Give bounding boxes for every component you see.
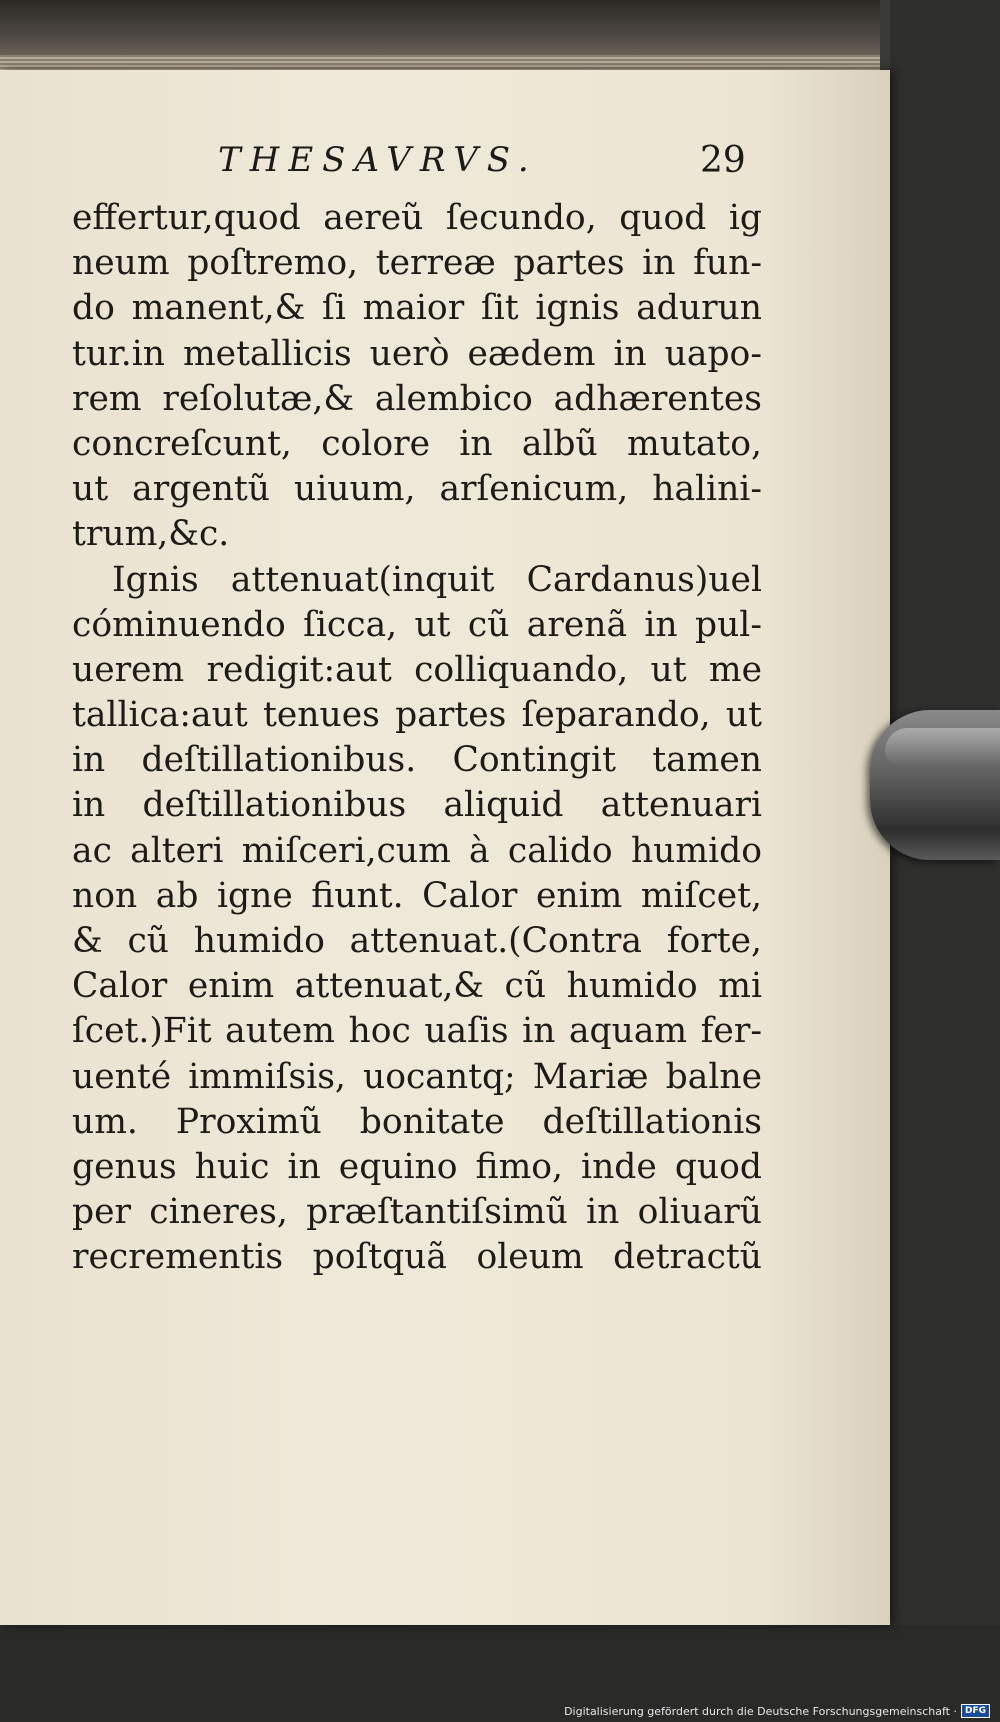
text-line: Calor enim attenuat,& cũ humido mi xyxy=(72,966,762,1007)
text-line: uenté immiſsis, uocantq; Mariæ balne xyxy=(72,1056,762,1097)
text-line: effertur,quod aereũ ſecundo, quod ig xyxy=(72,198,762,238)
running-head xyxy=(0,140,890,186)
text-line: recrementis poſtquã oleum detractũ xyxy=(72,1237,762,1278)
body-text xyxy=(72,196,762,1281)
text-line: um. Proximũ bonitate deſtillationis xyxy=(72,1101,762,1142)
text-line: Ignis attenuat(inquit Cardanus)uel xyxy=(112,559,762,600)
text-line: tur.in metallicis uerò eædem in uapo- xyxy=(72,333,762,374)
text-line: non ab igne fiunt. Calor enim miſcet, xyxy=(72,875,762,916)
text-line: uerem redigit:aut colliquando, ut me xyxy=(72,649,762,690)
text-line: in deſtillationibus aliquid attenuari xyxy=(72,785,762,826)
text-line: neum poſtremo, terreæ partes in fun- xyxy=(72,243,762,284)
dfg-logo-icon: DFG xyxy=(961,1704,990,1718)
text-line: tallica:aut tenues partes ſeparando, ut xyxy=(72,695,762,736)
text-line: in deſtillationibus. Contingit tamen xyxy=(72,740,762,781)
page-clip-highlight xyxy=(885,728,1000,766)
text-line: per cineres, præſtantiſsimũ in oliuarũ xyxy=(72,1192,762,1233)
running-head-title: THESAVRVS. xyxy=(218,140,538,180)
text-line: ut argentũ uiuum, arſenicum, halini- xyxy=(72,469,762,510)
scan-background-right xyxy=(890,0,1000,1722)
text-line: ac alteri miſceri,cum à calido humido xyxy=(72,830,762,871)
text-line: rem reſolutæ,& alembico adhærentes xyxy=(72,378,762,419)
text-line: genus huic in equino fimo, inde quod xyxy=(72,1146,762,1187)
text-line: concreſcunt, colore in albũ mutato, xyxy=(72,423,762,464)
footer-credit: Digitalisierung gefördert durch die Deutsche Forschungsgemeinschaft · xyxy=(564,1704,957,1718)
page-number: 29 xyxy=(700,140,746,181)
text-line: cóminuendo ſicca, ut cũ arenã in pul- xyxy=(72,604,762,645)
text-line: ſcet.)Fit autem hoc uaſis in aquam fer- xyxy=(72,1011,762,1052)
text-line: trum,&c. xyxy=(72,514,230,555)
digitization-footer xyxy=(564,1704,990,1718)
text-line: & cũ humido attenuat.(Contra forte, xyxy=(72,921,762,961)
text-line: do manent,& ſi maior ſit ignis adurun xyxy=(72,288,762,329)
